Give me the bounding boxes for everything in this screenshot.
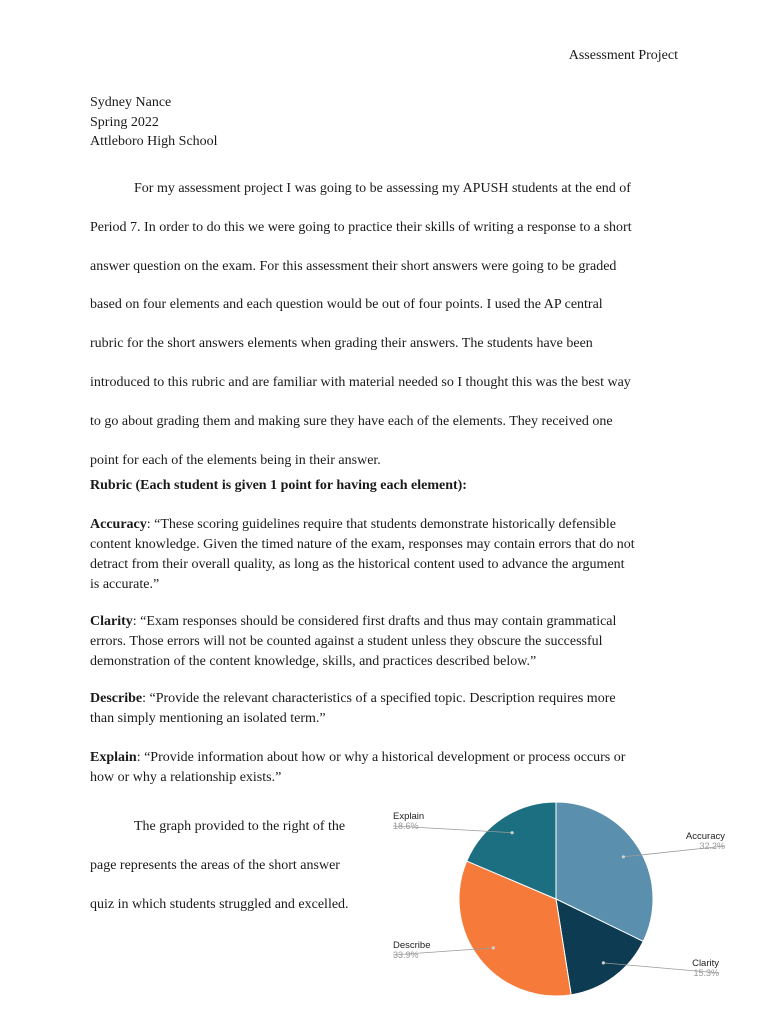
intro-line: rubric for the short answers elements when grading their answers. The students have been: [90, 336, 593, 352]
rubric-term: Explain: [90, 750, 137, 765]
callout-dot: [511, 831, 514, 834]
callout-dot: [602, 961, 605, 964]
rubric-text: : “These scoring guidelines require that students demonstrate historically defensible: [146, 517, 617, 532]
rubric-text: errors. Those errors will not be counted against a student unless they obscure the successful: [90, 634, 603, 649]
page-header: Assessment Project: [568, 48, 678, 63]
rubric-text: demonstration of the content knowledge, skills, and practices described below.”: [90, 654, 537, 669]
intro-line: to go about grading them and making sure they have each of the elements. They received one: [90, 413, 613, 429]
rubric-text: : “Exam responses should be considered first drafts and thus may contain grammatical: [132, 614, 617, 629]
slice-percent: 33.9%: [393, 950, 419, 960]
rubric-explain: [90, 748, 690, 788]
rubric-term: Clarity: [90, 614, 133, 629]
author-block: [90, 93, 218, 152]
slice-label: Accuracy: [685, 831, 725, 842]
graph-line: quiz in which students struggled and excelled.: [90, 896, 349, 912]
callout-dot: [622, 855, 625, 858]
slice-label: Explain: [393, 811, 425, 822]
rubric-clarity: [90, 612, 690, 672]
rubric-accuracy: [90, 515, 690, 595]
rubric-text: detract from their overall quality, as long as the historical content used to advance the argument: [90, 557, 625, 572]
rubric-term: Accuracy: [90, 517, 147, 532]
slice-label: Clarity: [692, 958, 719, 969]
callout-dot: [492, 946, 495, 949]
intro-line: point for each of the elements being in their answer.: [90, 452, 381, 468]
rubric-heading: Rubric (Each student is given 1 point for having each element):: [90, 478, 467, 493]
rubric-text: than simply mentioning an isolated term.”: [90, 711, 326, 726]
slice-label: Describe: [393, 940, 431, 951]
rubric-describe: [90, 689, 690, 729]
rubric-text: how or why a relationship exists.”: [90, 770, 282, 785]
rubric-text: : “Provide the relevant characteristics of a specified topic. Description requires more: [142, 691, 616, 706]
rubric-text: is accurate.”: [90, 577, 160, 592]
slice-percent: 15.3%: [693, 968, 719, 978]
graph-description: [90, 808, 380, 924]
intro-line: Period 7. In order to do this we were going to practice their skills of writing a response to a short: [90, 219, 632, 235]
intro-line: introduced to this rubric and are familiar with material needed so I thought this was the best way: [90, 374, 631, 390]
school-name: Attleboro High School: [90, 134, 218, 149]
rubric-text: content knowledge. Given the timed nature of the exam, responses may contain errors that do not: [90, 537, 635, 552]
rubric-term: Describe: [90, 691, 143, 706]
graph-line: page represents the areas of the short answer: [90, 857, 340, 873]
author-name: Sydney Nance: [90, 95, 172, 110]
term: Spring 2022: [90, 114, 159, 130]
pie-chart: [385, 790, 730, 1012]
intro-line: based on four elements and each question would be out of four points. I used the AP central: [90, 297, 603, 313]
slice-percent: 32.2%: [699, 841, 725, 851]
rubric-text: : “Provide information about how or why a historical development or process occurs or: [136, 750, 626, 765]
graph-line: The graph provided to the right of the: [134, 819, 346, 834]
intro-line: For my assessment project I was going to be assessing my APUSH students at the end of: [134, 181, 631, 196]
intro-paragraph: [90, 170, 678, 480]
intro-line: answer question on the exam. For this assessment their short answers were going to be graded: [90, 258, 617, 274]
slice-percent: 18.6%: [393, 821, 419, 831]
